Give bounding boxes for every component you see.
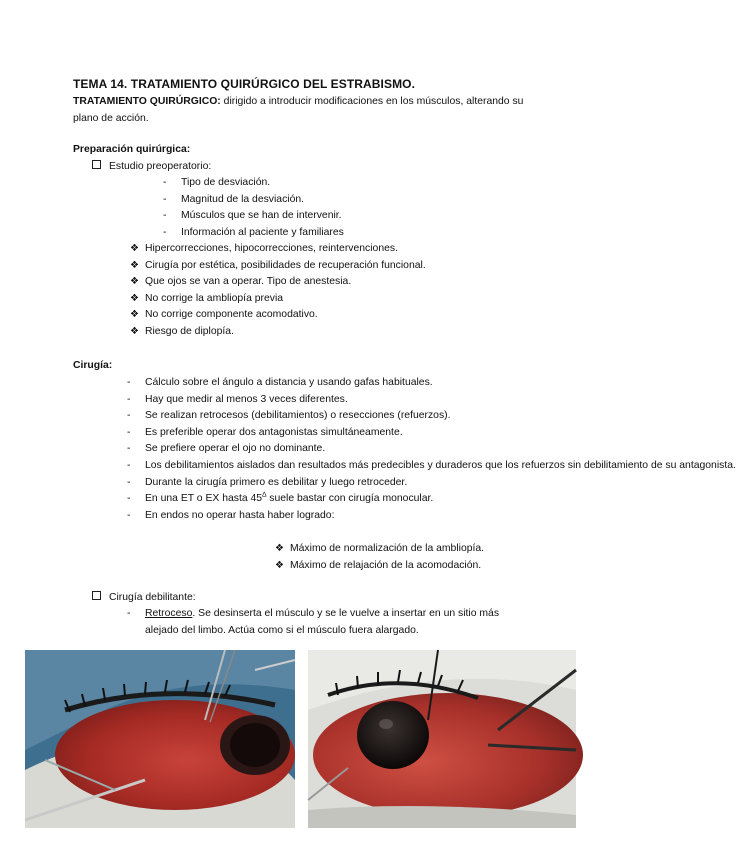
study-label: Estudio preoperatorio: — [109, 161, 212, 172]
dash-icon: - — [163, 210, 167, 222]
list-item: ❖ Cirugía por estética, posibilidades de recuperación funcional. — [145, 258, 426, 275]
diamond-bullet-icon: ❖ — [130, 292, 139, 304]
conditions-list — [275, 541, 485, 574]
dash-icon: - — [127, 608, 131, 619]
retroceso-text: . Se desinserta el músculo y se le vuelve a insertar en un sitio más alejado del limbo. Actúa como si el músculo fuera alargado. — [145, 608, 500, 636]
diamond-bullet-icon: ❖ — [130, 243, 139, 254]
list-item: - Se realizan retrocesos (debilitamientos) o resecciones (refuerzos). — [145, 408, 535, 425]
list-item: ❖ No corrige la ambliopía previa — [145, 291, 426, 308]
intro-paragraph — [73, 94, 543, 127]
dash-icon: - — [127, 443, 131, 455]
diamond-bullet-icon: ❖ — [275, 543, 284, 554]
dash-icon: - — [127, 493, 131, 505]
list-item: - Durante la cirugía primero es debilitar y luego retroceder. — [145, 475, 535, 492]
list-item: ❖ Que ojos se van a operar. Tipo de anestesia. — [145, 274, 426, 291]
prep-heading: Preparación quirúrgica: — [73, 144, 191, 155]
surgery-photo-right — [308, 650, 576, 828]
intro-label: TRATAMIENTO QUIRÚRGICO: — [73, 96, 221, 107]
surgery-items-list — [127, 375, 736, 524]
dash-icon: - — [127, 426, 131, 438]
dash-icon: - — [127, 459, 131, 471]
surgery-heading: Cirugía: — [73, 360, 113, 371]
list-item: ❖ No corrige componente acomodativo. — [145, 307, 426, 324]
dash-icon: - — [127, 377, 131, 388]
dash-icon: - — [127, 476, 131, 488]
dash-icon: - — [163, 177, 167, 188]
study-items-list — [163, 175, 344, 241]
list-item: - Magnitud de la desviación. — [181, 192, 344, 209]
diamond-bullet-icon: ❖ — [130, 276, 139, 288]
checkbox-icon — [92, 160, 101, 169]
list-item: ❖ Máximo de normalización de la ambliopía. — [290, 541, 484, 558]
list-item: - Hay que medir al menos 3 veces diferentes. — [145, 392, 535, 409]
list-item: ❖ Hipercorrecciones, hipocorrecciones, reintervenciones. — [145, 241, 426, 258]
checkbox-icon — [92, 591, 101, 600]
list-item: - Se prefiere operar el ojo no dominante. — [145, 441, 535, 458]
prep-points-list — [130, 241, 426, 341]
list-item: - Es preferible operar dos antagonistas simultáneamente. — [145, 425, 535, 442]
list-item: - En una ET o EX hasta 45∆ suele bastar con cirugía monocular. — [145, 491, 535, 508]
list-item: - Información al paciente y familiares — [181, 225, 344, 242]
dash-icon: - — [127, 410, 131, 422]
retroceso-paragraph — [127, 606, 530, 639]
dash-icon: - — [163, 226, 167, 238]
diamond-bullet-icon: ❖ — [130, 325, 139, 337]
list-item: ❖ Riesgo de diplopía. — [145, 324, 426, 341]
diamond-bullet-icon: ❖ — [275, 559, 284, 571]
list-item: - Los debilitamientos aislados dan resultados más predecibles y duraderos que los refuerzos sin debilitamiento de su antagonista. — [145, 458, 535, 475]
surgery-photo-left — [25, 650, 295, 828]
study-label-row — [92, 159, 211, 176]
dash-icon: - — [163, 193, 167, 205]
dash-icon: - — [127, 393, 131, 405]
list-item: - Cálculo sobre el ángulo a distancia y usando gafas habituales. — [145, 375, 535, 392]
list-item: ❖ Máximo de relajación de la acomodación. — [290, 558, 484, 575]
intro-text: dirigido a introducir modificaciones en los músculos, alterando su plano de acción. — [73, 96, 524, 124]
weakening-label-row — [92, 590, 196, 607]
page-title: TEMA 14. TRATAMIENTO QUIRÚRGICO DEL ESTRABISMO. — [73, 77, 416, 91]
retroceso-term: Retroceso — [145, 608, 193, 619]
diamond-bullet-icon: ❖ — [130, 259, 139, 271]
weakening-label: Cirugía debilitante: — [109, 592, 196, 603]
delta-superscript: ∆ — [262, 491, 267, 499]
diamond-bullet-icon: ❖ — [130, 309, 139, 321]
dash-icon: - — [127, 509, 131, 521]
list-item: - En endos no operar hasta haber logrado: — [145, 508, 535, 525]
list-item: - Tipo de desviación. — [181, 175, 344, 192]
list-item: - Músculos que se han de intervenir. — [181, 208, 344, 225]
